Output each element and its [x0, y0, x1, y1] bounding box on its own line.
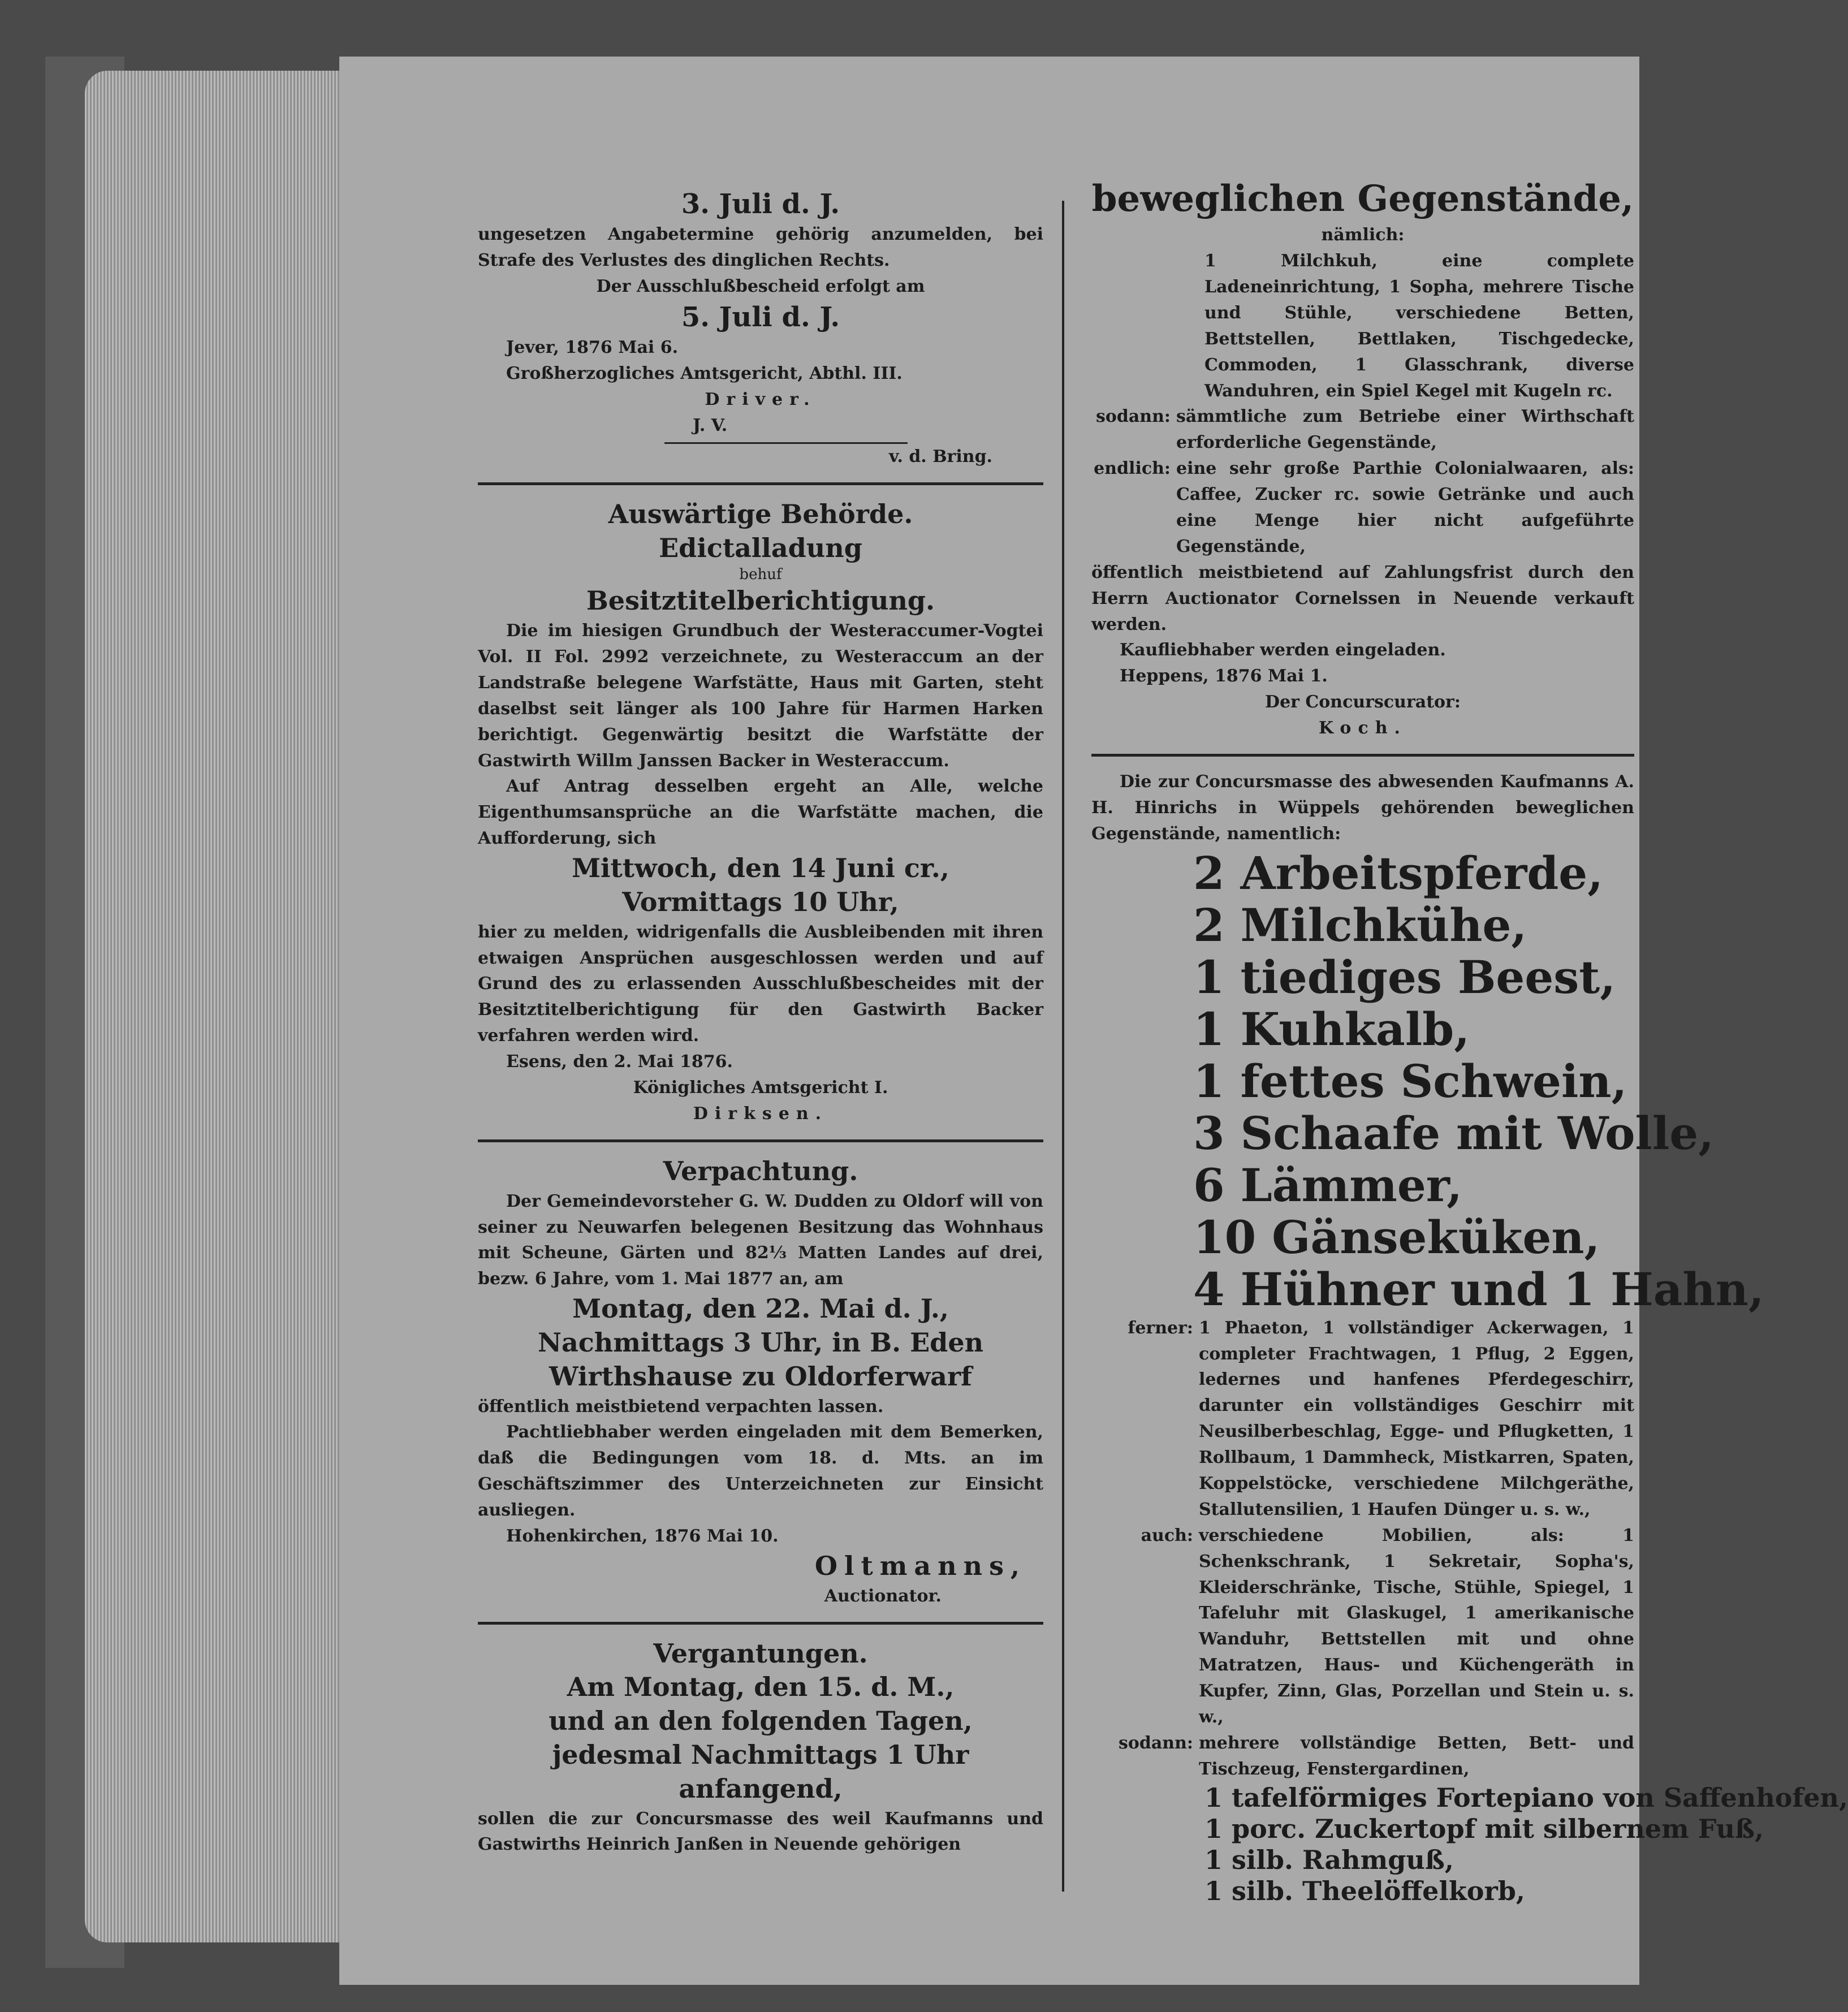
place-date: Heppens, 1876 Mai 1.: [1120, 666, 1328, 687]
court-name: Königliches Amtsgericht I.: [633, 1078, 888, 1098]
list-key: ferner:: [1128, 1318, 1193, 1338]
list-key: endlich:: [1094, 459, 1171, 479]
section-rule: [478, 1139, 1043, 1142]
date-heading: Wirthshause zu Oldorferwarf: [549, 1361, 972, 1392]
auction-item: 6 Lämmer,: [1193, 1158, 1462, 1212]
page-edges: [85, 71, 345, 1942]
notice-text: nämlich:: [1321, 225, 1405, 245]
signature: Driver.: [705, 390, 817, 410]
date-heading: jedesmal Nachmittags 1 Uhr: [552, 1739, 969, 1770]
place-date: Jever, 1876 Mai 6.: [506, 338, 679, 358]
date-heading: Nachmittags 3 Uhr, in B. Eden: [537, 1327, 984, 1358]
section-heading: Auswärtige Behörde.: [608, 498, 913, 529]
auction-item: 1 tafelförmiges Fortepiano von Saffenhofen,: [1204, 1782, 1848, 1813]
list-value: 1 Phaeton, 1 vollständiger Ackerwagen, 1 completer Frachtwagen, 1 Pflug, 2 Eggen, ledernes und hanfenes Pferdegeschirr, darunter ein vollständiges Geschirr mit Neusilberbeschlag, Egge- und Pflugketten, 1 Rollbaum, 1 Dammheck, Mistkarren, Spaten, Koppelstöcke, verschiedene Milchgeräthe, Stallutensilien, 1 Haufen Dünger u. s. w.,: [1199, 1318, 1634, 1519]
notice-text: Pachtliebhaber werden eingeladen mit dem Bemerken, daß die Bedingungen vom 18. d. Mts. an im Geschäftszimmer des Unterzeichneten zur Einsicht ausliegen.: [478, 1422, 1043, 1521]
signature: Koch.: [1319, 718, 1407, 739]
notice-title: Vergantungen.: [653, 1638, 868, 1669]
signature: J. V.: [693, 416, 728, 436]
list-row: [1091, 1730, 1634, 1782]
notice-text: Kaufliebhaber werden eingeladen.: [1120, 640, 1446, 660]
date-heading: Vormittags 10 Uhr,: [622, 886, 899, 917]
signature: Oltmanns,: [814, 1550, 1026, 1581]
signature-role: Der Concurscurator:: [1265, 692, 1461, 713]
list-row: [1091, 1523, 1634, 1730]
notice-text: Der Gemeindevorsteher G. W. Dudden zu Oldorf will von seiner zu Neuwarfen belegenen Besitzung das Wohnhaus mit Scheune, Gärten und 82⅓ Matten Landes auf drei, bezw. 6 Jahre, vom 1. Mai 1877 an, am: [478, 1191, 1043, 1289]
item-list: 1 Milchkuh, eine complete Ladeneinrichtung, 1 Sopha, mehrere Tische und Stühle, verschiedene Betten, Bettstellen, Bettlaken, Tischgedecke, Commoden, 1 Glasschrank, diverse Wanduhren, ein Spiel Kegel mit Kugeln rc.: [1204, 251, 1634, 401]
column-divider: [1062, 201, 1064, 1892]
list-key: sodann:: [1118, 1733, 1193, 1753]
list-value: verschiedene Mobilien, als: 1 Schenkschrank, 1 Sekretair, Sopha's, Kleiderschränke, Tische, Stühle, Spiegel, 1 Tafeluhr mit Glaskugel, 1 amerikanische Wanduhr, Bettstellen mit und ohne Matratzen, Haus- und Küchengeräth in Kupfer, Zinn, Glas, Porzellan und Stein u. s. w.,: [1199, 1525, 1634, 1728]
notice-text: öffentlich meistbietend verpachten lassen.: [478, 1396, 884, 1417]
auction-item: 3 Schaafe mit Wolle,: [1193, 1106, 1715, 1160]
left-column: [478, 187, 1043, 1858]
auction-item: 1 Kuhkalb,: [1193, 1002, 1470, 1056]
auction-item: 1 tiediges Beest,: [1193, 950, 1616, 1004]
auction-item: 2 Arbeitspferde,: [1193, 846, 1604, 900]
place-date: Esens, den 2. Mai 1876.: [506, 1052, 733, 1072]
notice-text: öffentlich meistbietend auf Zahlungsfrist durch den Herrn Auctionator Cornelssen in Neuende verkauft werden.: [1091, 562, 1634, 634]
section-rule: [1091, 754, 1634, 757]
list-key: sodann:: [1095, 407, 1171, 427]
notice-text: Der Ausschlußbescheid erfolgt am: [596, 277, 925, 297]
list-row: [1091, 456, 1634, 560]
notice-title: Verpachtung.: [663, 1155, 858, 1186]
place-date: Hohenkirchen, 1876 Mai 10.: [506, 1526, 779, 1547]
notice-subtitle: behuf: [739, 565, 782, 583]
notice-text: Auf Antrag desselben ergeht an Alle, welche Eigenthumsansprüche an die Warfstätte machen, die Aufforderung, sich: [478, 776, 1043, 849]
list-key: auch:: [1141, 1525, 1193, 1545]
list-row: [1091, 404, 1634, 456]
notice-text: Die zur Concursmasse des abwesenden Kaufmanns A. H. Hinrichs in Wüppels gehörenden beweglichen Gegenstände, namentlich:: [1091, 772, 1634, 844]
date-heading: 3. Juli d. J.: [681, 188, 840, 220]
list-value: eine sehr große Parthie Colonialwaaren, als: Caffee, Zucker rc. sowie Getränke und auch eine Menge hier nicht aufgeführte Gegenstände,: [1176, 459, 1634, 556]
right-column: [1091, 175, 1848, 1907]
date-heading: anfangend,: [679, 1773, 843, 1804]
date-heading: 5. Juli d. J.: [681, 301, 840, 334]
notice-text: Die im hiesigen Grundbuch der Westeraccumer-Vogtei Vol. II Fol. 2992 verzeichnete, zu Westeraccum an der Landstraße belegene Warfstätte, Haus mit Garten, steht daselbst seit länger als 100 Jahre für Harmen Harken berichtigt. Gegenwärtig besitzt die Warfstätte der Gastwirth Willm Janssen Backer in Westeraccum.: [478, 621, 1043, 771]
notice-text: sollen die zur Concursmasse des weil Kaufmanns und Gastwirths Heinrich Janßen in Neuende gehörigen: [478, 1808, 1043, 1855]
notice-title: Besitztitelberichtigung.: [586, 585, 935, 616]
signature: Dirksen.: [693, 1103, 828, 1124]
list-value: sämmtliche zum Betriebe einer Wirthschaft erforderliche Gegenstände,: [1176, 407, 1634, 453]
auction-item: 4 Hühner und 1 Hahn,: [1193, 1262, 1764, 1316]
list-row: [1091, 1315, 1634, 1523]
auction-item: 1 silb. Rahmguß,: [1204, 1845, 1454, 1876]
signature-role: Auctionator.: [824, 1586, 942, 1606]
list-value: mehrere vollständige Betten, Bett- und Tischzeug, Fenstergardinen,: [1199, 1733, 1634, 1779]
date-heading: Am Montag, den 15. d. M.,: [567, 1672, 955, 1703]
auction-item: 1 porc. Zuckertopf mit silbernem Fuß,: [1204, 1813, 1764, 1844]
notice-title: beweglichen Gegenstände,: [1091, 178, 1634, 220]
date-heading: Montag, den 22. Mai d. J.,: [572, 1293, 949, 1324]
notice-text: ungesetzen Angabetermine gehörig anzumelden, bei Strafe des Verlustes des dinglichen Rechts.: [478, 224, 1043, 271]
section-rule: [478, 1622, 1043, 1625]
notice-text: hier zu melden, widrigenfalls die Ausbleibenden mit ihren etwaigen Ansprüchen ausgeschlossen werden und auf Grund des zu erlassenden Ausschlußbescheides mit der Besitztitelberichtigung für den Gastwirth Backer verfahren werden wird.: [478, 922, 1043, 1046]
court-name: Großherzogliches Amtsgericht, Abthl. III.: [506, 364, 903, 384]
auction-item: 1 fettes Schwein,: [1193, 1054, 1627, 1108]
auction-item: 10 Gänseküken,: [1193, 1210, 1600, 1264]
section-rule: [478, 482, 1043, 485]
notice-title: Edictalladung: [659, 532, 862, 563]
signature: v. d. Bring.: [889, 447, 992, 467]
date-heading: Mittwoch, den 14 Juni cr.,: [572, 853, 949, 884]
auction-item: 1 silb. Theelöffelkorb,: [1204, 1876, 1525, 1907]
date-heading: und an den folgenden Tagen,: [549, 1706, 973, 1737]
auction-item: 2 Milchkühe,: [1193, 898, 1527, 952]
